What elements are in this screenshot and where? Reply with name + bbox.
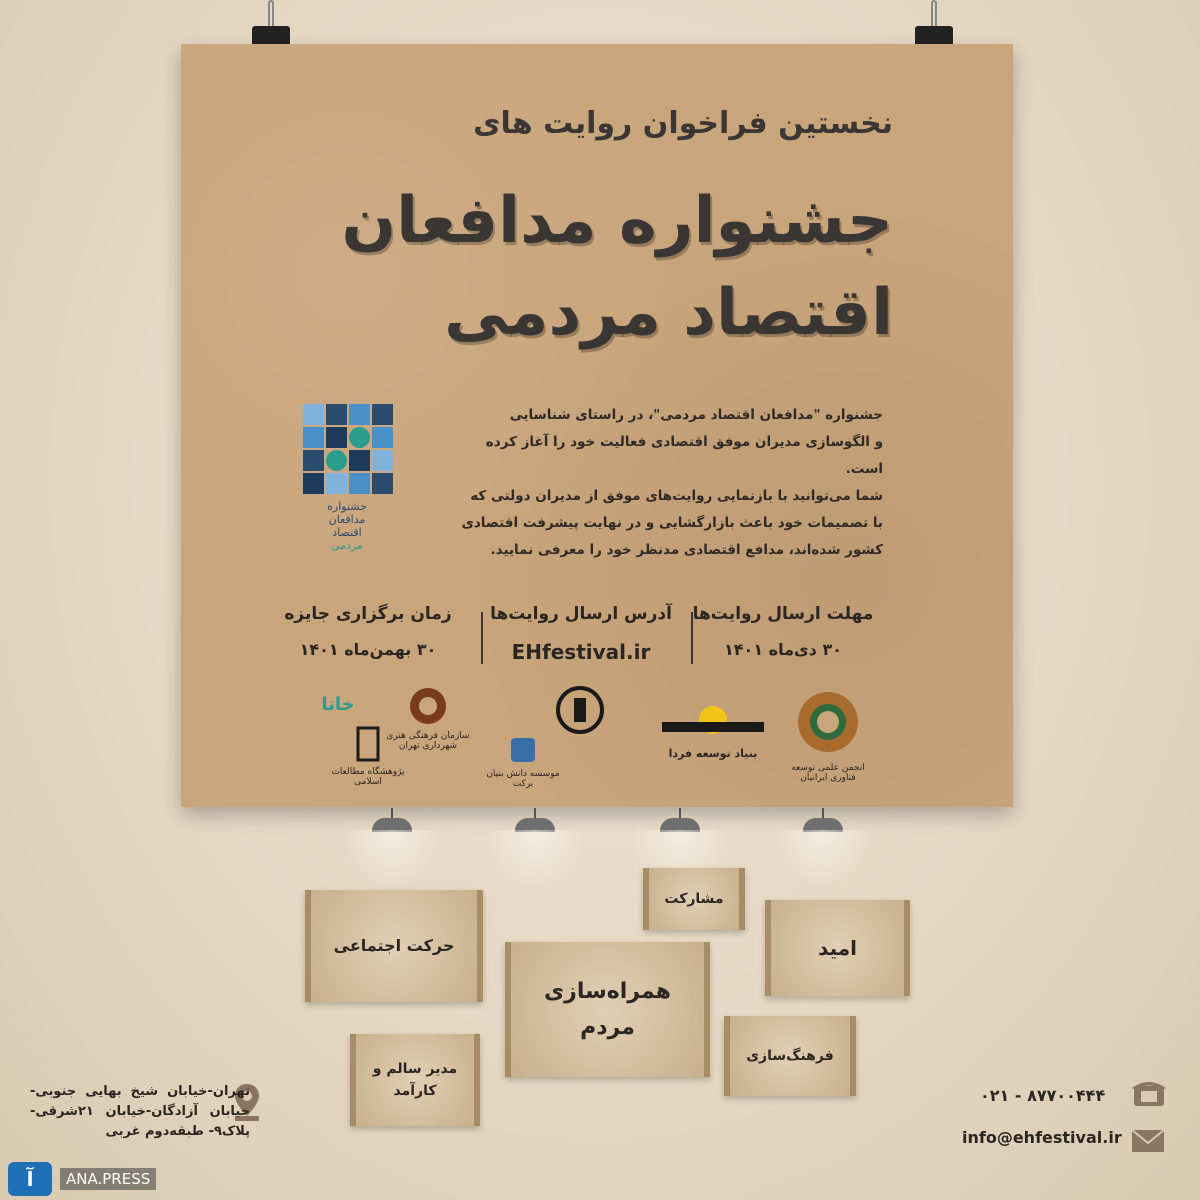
sponsor-logo <box>303 694 373 715</box>
poster-subtitle: نخستین فراخوان روایت‌ های <box>473 106 893 141</box>
description-line: است. <box>845 461 883 477</box>
divider <box>691 612 693 664</box>
description-line: جشنواره "مدافعان اقتصاد مردمی"، در راستای شناسایی <box>509 407 883 423</box>
poster-description <box>408 402 883 564</box>
lamp-icon <box>793 808 853 834</box>
logo-line: مردمی <box>331 539 363 552</box>
sponsor-logo <box>783 684 873 783</box>
scroll-label: حرکت اجتماعی <box>333 936 455 956</box>
sponsor-name: خانا <box>321 694 355 715</box>
poster-title-line1: جشنواره مدافعان <box>341 184 893 258</box>
lamp-icon <box>505 808 565 834</box>
watermark-text: ANA.PRESS <box>60 1168 156 1190</box>
postal-address: تهران-خیابان شیخ بهایی جنوبی-خیابان آزادگان-خیابان ۲۱شرقی-پلاک۹- طبقه‌دوم غربی <box>30 1084 250 1139</box>
scroll-culture <box>724 1016 856 1096</box>
festival-logo <box>301 404 393 552</box>
description-line: شما می‌توانید با بازنمایی روایت‌های موفق از مدیران دولتی که <box>470 488 883 504</box>
poster-title-line2: اقتصاد مردمی <box>444 276 893 350</box>
scroll-manager <box>350 1034 480 1126</box>
sponsor-logo <box>323 724 413 787</box>
sponsor-emblem-icon <box>790 684 866 760</box>
sponsor-emblem-icon <box>554 684 606 736</box>
scroll-label: مشارکت <box>664 890 724 907</box>
ana-logo-icon: آ <box>8 1162 52 1196</box>
sponsor-logo <box>658 684 768 760</box>
festival-poster <box>181 44 1013 807</box>
sponsor-name: سازمان فرهنگی هنری شهرداری تهران <box>386 731 470 751</box>
phone-number[interactable]: ۰۲۱ - ۸۷۷۰۰۴۴۴ <box>980 1086 1106 1105</box>
scroll-social-movement <box>305 890 483 1002</box>
address-info <box>481 604 681 664</box>
mail-icon <box>1130 1128 1166 1154</box>
divider <box>481 612 483 664</box>
ceremony-label: زمان برگزاری جایزه <box>284 604 452 624</box>
logo-line: اقتصاد <box>332 526 362 539</box>
watermark <box>8 1162 156 1196</box>
sunrise-icon <box>660 684 766 744</box>
ceremony-value: ۳۰ بهمن‌ماه ۱۴۰۱ <box>299 640 437 659</box>
ceremony-info <box>268 604 468 659</box>
sponsor-emblem-icon <box>350 724 386 764</box>
logo-line: جشنواره <box>327 500 367 513</box>
email-address[interactable]: info@ehfestival.ir <box>962 1128 1122 1147</box>
sponsor-name: موسسه دانش بنیان برکت <box>486 769 560 789</box>
address-label: آدرس ارسال روایت‌ها <box>490 604 672 624</box>
deadline-info <box>683 604 883 659</box>
lamp-icon <box>362 808 422 834</box>
description-line: با تصمیمات خود باعث بازارگشایی و در نهایت پیشرفت اقتصادی <box>461 515 883 531</box>
phone-icon <box>1130 1076 1168 1110</box>
scroll-engagement <box>505 942 710 1077</box>
sponsor-logo <box>478 734 568 789</box>
description-line: و الگوسازی مدیران موفق اقتصادی فعالیت خود را آغاز کرده <box>485 434 883 450</box>
description-line: کشور شده‌اند، مدافع اقتصادی مدنظر خود را معرفی نمایید. <box>490 542 883 558</box>
sponsor-logo <box>552 684 608 739</box>
deadline-label: مهلت ارسال روایت‌ها <box>692 604 874 624</box>
website-link[interactable]: EHfestival.ir <box>511 640 651 664</box>
sponsor-name: بنیاد توسعه فردا <box>668 747 758 760</box>
festival-logo-mark <box>301 404 393 494</box>
sponsor-name: انجمن علمی توسعه فناوری ایرانیان <box>791 763 865 783</box>
sponsor-emblem-icon <box>507 734 539 766</box>
lamp-icon <box>650 808 710 834</box>
deadline-value: ۳۰ دی‌ماه ۱۴۰۱ <box>724 640 842 659</box>
flower-icon <box>406 684 450 728</box>
scroll-label: همراه‌سازی مردم <box>544 979 671 1040</box>
sponsor-name: پژوهشگاه مطالعات اسلامی <box>331 767 405 787</box>
scroll-participation <box>643 868 745 930</box>
scroll-label: امید <box>818 936 857 960</box>
scroll-label: مدیر سالم و کارآمد <box>372 1060 458 1099</box>
scroll-label: فرهنگ‌سازی <box>746 1047 834 1064</box>
scroll-hope <box>765 900 910 996</box>
logo-line: مدافعان <box>328 513 366 526</box>
